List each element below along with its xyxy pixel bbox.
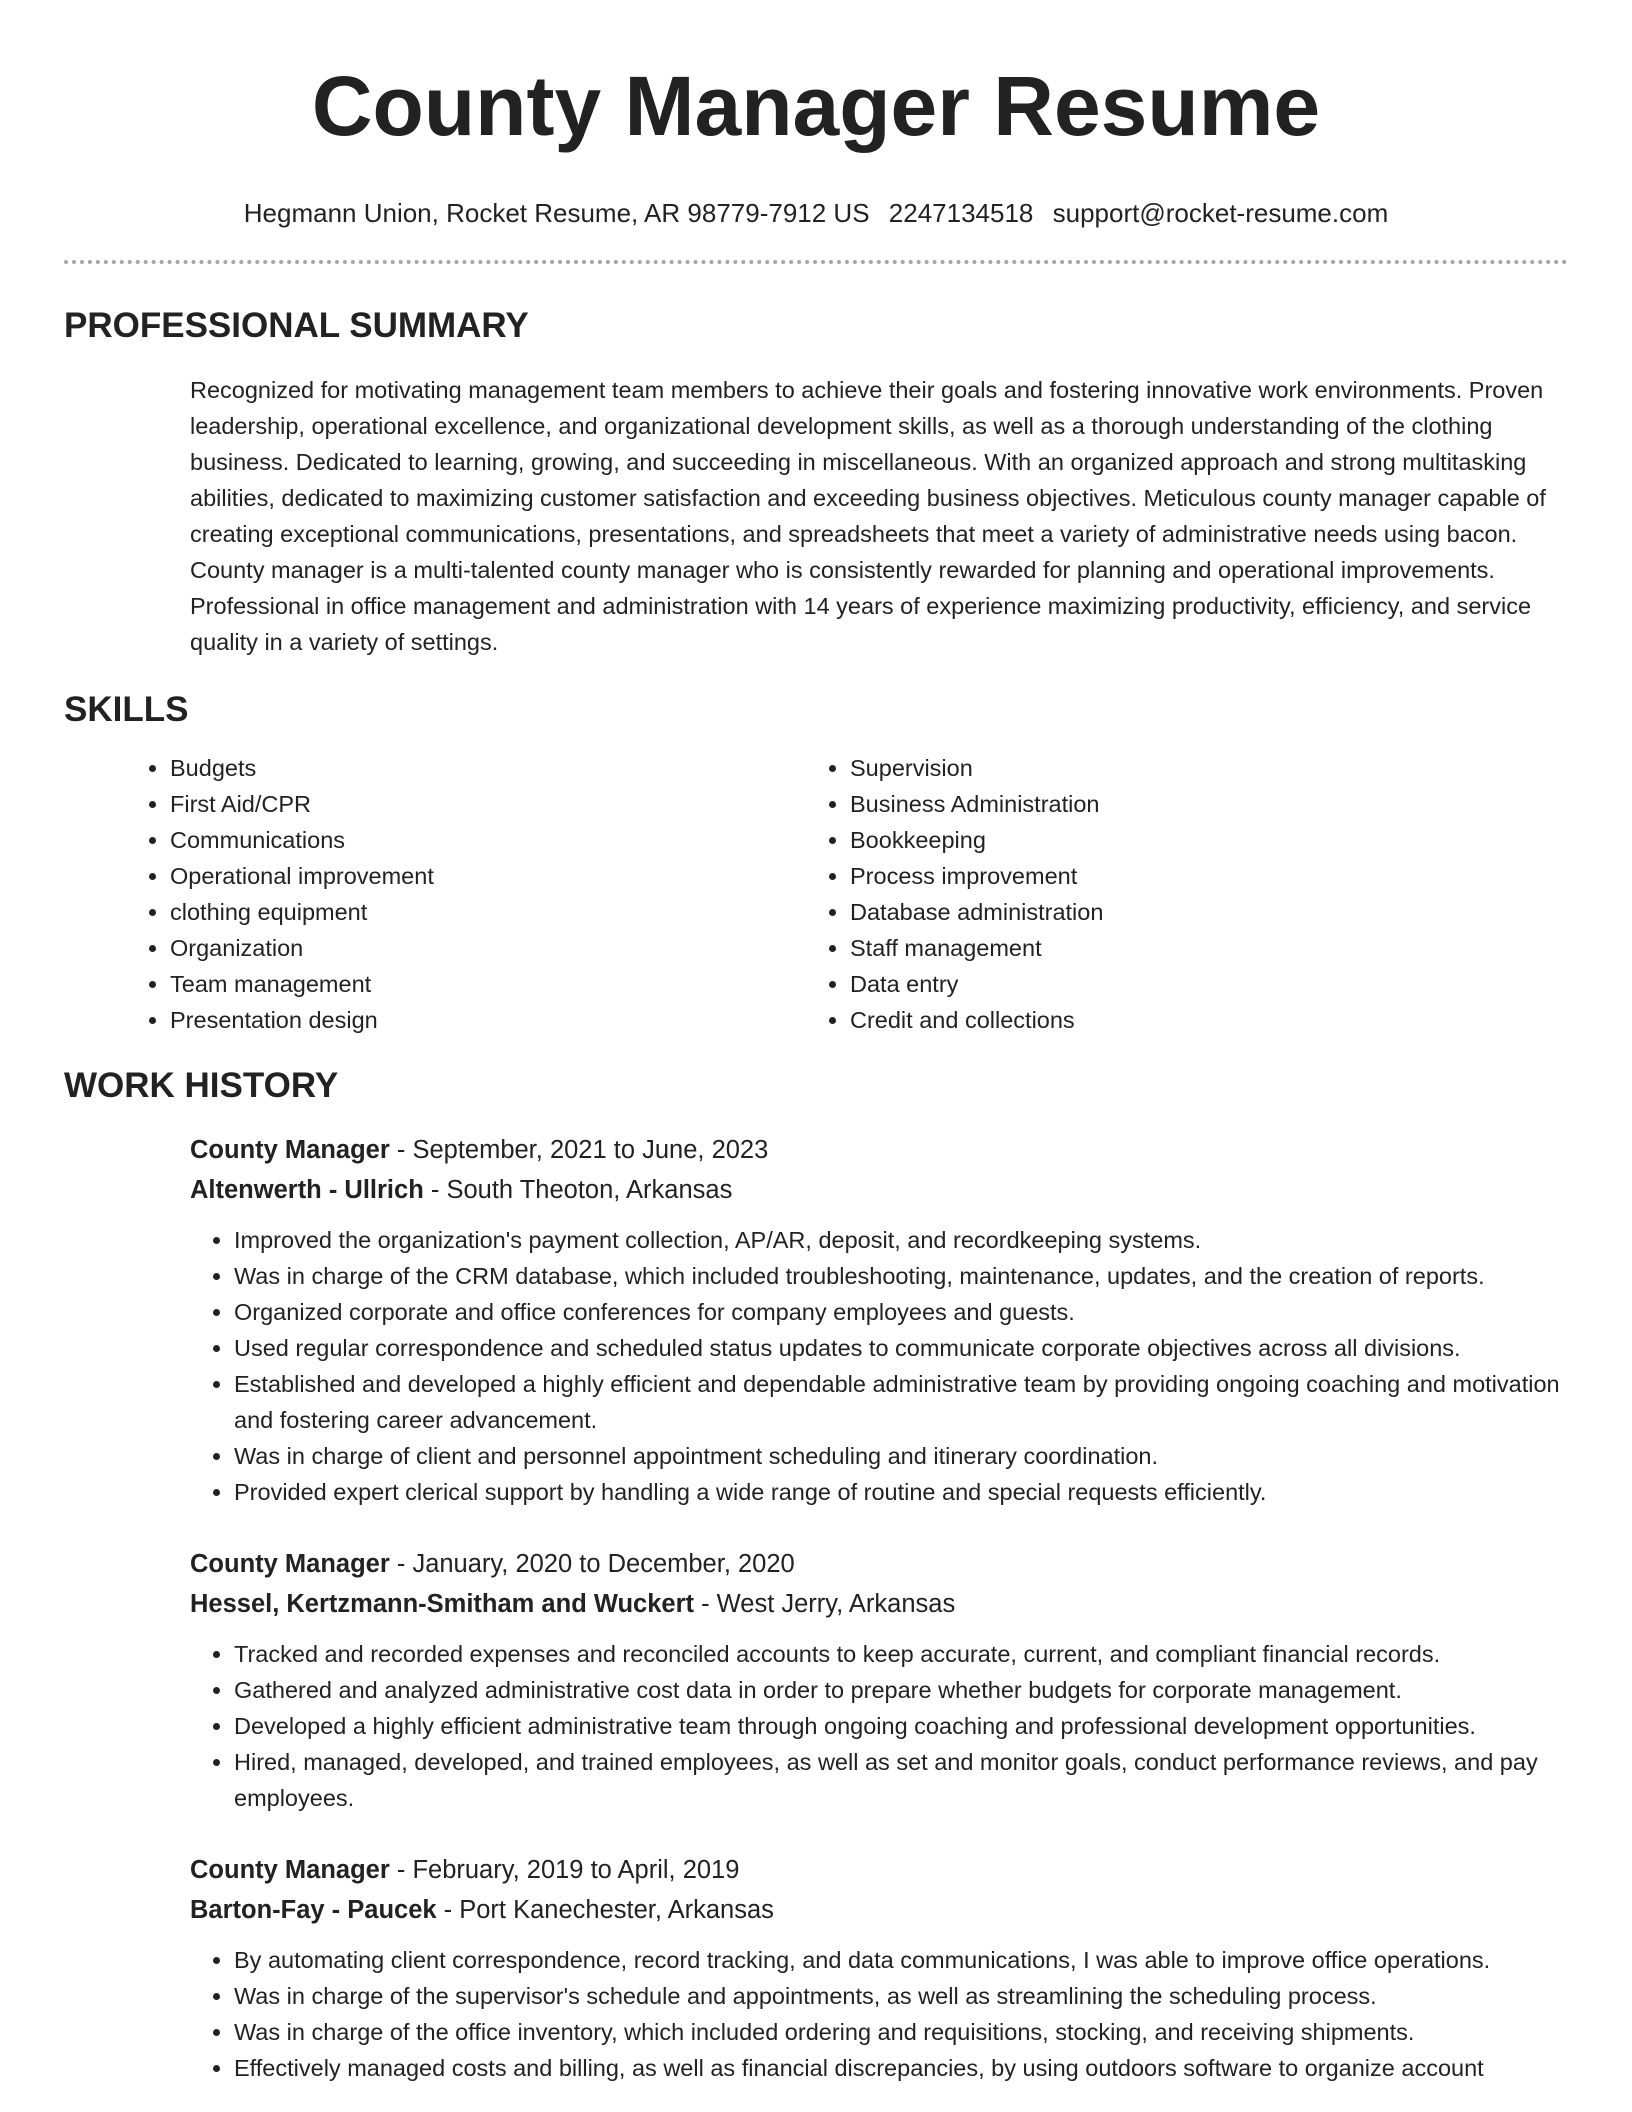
skill-item: • Budgets	[170, 750, 806, 786]
skill-item: • Process improvement	[850, 858, 1103, 894]
job-bullets	[190, 1636, 1568, 1816]
job-company-line	[190, 1170, 1568, 1210]
contact-phone: 2247134518	[888, 198, 1034, 228]
summary-body	[190, 372, 1568, 660]
job-bullet: • Hired, managed, developed, and trained employees, as well as set and monitor goals, conduct performance reviews, and pay employees.	[234, 1744, 1568, 1816]
work-history-section	[64, 1064, 1568, 2086]
job-bullet: • Was in charge of the office inventory, which included ordering and requisitions, stocking, and receiving shipments.	[234, 2014, 1568, 2050]
skill-item: • Communications	[170, 822, 806, 858]
job-title-line	[190, 1850, 1568, 1890]
skill-item: • Organization	[170, 930, 806, 966]
skill-item: • Bookkeeping	[850, 822, 1103, 858]
job-entry	[190, 1544, 1568, 1816]
job-bullet: • Improved the organization's payment collection, AP/AR, deposit, and recordkeeping systems.	[234, 1222, 1568, 1258]
job-bullet: • Developed a highly efficient administrative team through ongoing coaching and professional development opportunities.	[234, 1708, 1568, 1744]
job-title: County Manager	[190, 1136, 390, 1164]
job-location: - West Jerry, Arkansas	[694, 1590, 956, 1618]
job-bullet: • Tracked and recorded expenses and reconciled accounts to keep accurate, current, and compliant financial records.	[234, 1636, 1568, 1672]
job-location: - Port Kanechester, Arkansas	[436, 1896, 774, 1924]
skill-item: • Team management	[170, 966, 806, 1002]
contact-email: support@rocket-resume.com	[1052, 198, 1389, 228]
work-history-body	[190, 1130, 1568, 2086]
skill-item: • Supervision	[850, 750, 1103, 786]
job-dates: - September, 2021 to June, 2023	[389, 1136, 769, 1164]
skill-item: • Presentation design	[170, 1002, 806, 1038]
job-title: County Manager	[190, 1550, 390, 1578]
summary-text: Recognized for motivating management team members to achieve their goals and fostering innovative work environments. Proven leadership, operational excellence, and organizational development skills, as well as a thorough understanding of the clothing business. Dedicated to learning, growing, and succeeding in miscellaneous. With an organized approach and strong multitasking abilities, dedicated to maximizing customer satisfaction and exceeding business objectives. Meticulous county manager capable of creating exceptional communications, presentations, and spreadsheets that meet a variety of administrative needs using bacon. County manager is a multi-talented county manager who is consistently rewarded for planning and operational improvements. Professional in office management and administration with 14 years of experience maximizing productivity, efficiency, and service quality in a variety of settings.	[190, 377, 1546, 655]
summary-section	[64, 304, 1568, 660]
skills-list-left	[126, 750, 806, 1038]
header-divider	[64, 260, 1568, 264]
skill-item: • Credit and collections	[850, 1002, 1103, 1038]
job-location: - South Theoton, Arkansas	[423, 1176, 733, 1204]
job-entry	[190, 1130, 1568, 1510]
skills-list-right	[806, 750, 1103, 1038]
job-bullet: • Effectively managed costs and billing, as well as financial discrepancies, by using outdoors software to organize account	[234, 2050, 1568, 2086]
job-company: Barton-Fay - Paucek	[190, 1896, 437, 1924]
job-title-line	[190, 1130, 1568, 1170]
job-company: Hessel, Kertzmann-Smitham and Wuckert	[190, 1590, 694, 1618]
contact-address: Hegmann Union, Rocket Resume, AR 98779-7912 US	[243, 198, 870, 228]
job-bullets	[190, 1942, 1568, 2086]
job-company-line	[190, 1890, 1568, 1930]
job-bullets	[190, 1222, 1568, 1510]
skill-item: • clothing equipment	[170, 894, 806, 930]
job-bullet: • Organized corporate and office conferences for company employees and guests.	[234, 1294, 1568, 1330]
job-dates: - February, 2019 to April, 2019	[389, 1856, 740, 1884]
job-bullet: • Provided expert clerical support by handling a wide range of routine and special requests efficiently.	[234, 1474, 1568, 1510]
skills-heading: SKILLS	[64, 690, 189, 729]
job-title: County Manager	[190, 1856, 390, 1884]
skill-item: • Data entry	[850, 966, 1103, 1002]
job-bullet: • Gathered and analyzed administrative cost data in order to prepare whether budgets for corporate management.	[234, 1672, 1568, 1708]
job-dates: - January, 2020 to December, 2020	[389, 1550, 795, 1578]
work-history-heading: WORK HISTORY	[64, 1066, 339, 1105]
skills-columns	[126, 750, 1568, 1038]
job-title-line	[190, 1544, 1568, 1584]
job-company-line	[190, 1584, 1568, 1624]
job-bullet: • Was in charge of the supervisor's schedule and appointments, as well as streamlining the scheduling process.	[234, 1978, 1568, 2014]
job-bullet: • By automating client correspondence, record tracking, and data communications, I was able to improve office operations.	[234, 1942, 1568, 1978]
resume-title: County Manager Resume	[311, 59, 1321, 153]
job-company: Altenwerth - Ullrich	[190, 1176, 424, 1204]
job-entry	[190, 1850, 1568, 2086]
job-bullet: • Was in charge of client and personnel appointment scheduling and itinerary coordination.	[234, 1438, 1568, 1474]
job-bullet: • Established and developed a highly efficient and dependable administrative team by providing ongoing coaching and motivation and fostering career advancement.	[234, 1366, 1568, 1438]
contact-line	[0, 196, 1632, 230]
skill-item: • First Aid/CPR	[170, 786, 806, 822]
skill-item: • Operational improvement	[170, 858, 806, 894]
skill-item: • Staff management	[850, 930, 1103, 966]
skill-item: • Database administration	[850, 894, 1103, 930]
summary-heading: PROFESSIONAL SUMMARY	[64, 306, 529, 345]
job-bullet: • Used regular correspondence and scheduled status updates to communicate corporate objectives across all divisions.	[234, 1330, 1568, 1366]
skill-item: • Business Administration	[850, 786, 1103, 822]
job-bullet: • Was in charge of the CRM database, which included troubleshooting, maintenance, updates, and the creation of reports.	[234, 1258, 1568, 1294]
skills-section	[64, 688, 1568, 1038]
